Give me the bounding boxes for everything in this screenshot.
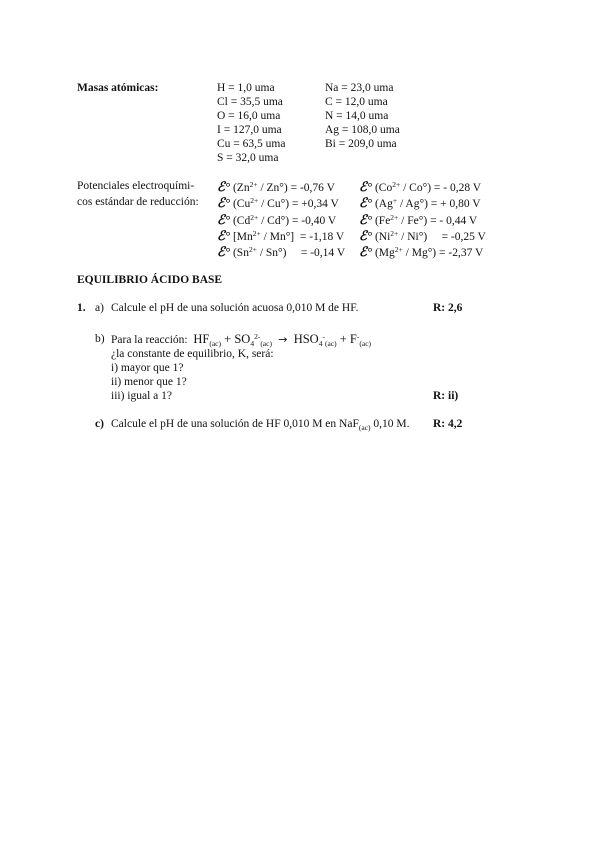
- charge: 2+: [394, 245, 403, 254]
- epsilon-symbol: ℰ°: [217, 179, 231, 194]
- part-b-answer: R: ii): [433, 390, 459, 402]
- ox-species: Ni: [378, 231, 391, 243]
- epsilon-symbol: ℰ°: [359, 228, 373, 243]
- potential-value: = -1,18 V: [299, 231, 345, 243]
- section-title: EQUILIBRIO ÁCIDO BASE: [77, 274, 223, 286]
- red-species: Cd°: [267, 215, 286, 227]
- epsilon-symbol: ℰ°: [217, 228, 231, 243]
- masa-n: N = 14,0 uma: [325, 110, 389, 122]
- potential-mg: ℰ° $(Mg^{2+} / Mg^\circ) = -2,37$ V: [359, 244, 484, 259]
- part-b-question: ¿la constante de equilibrio, K, será:: [111, 348, 274, 360]
- arrow-icon: →: [278, 333, 288, 346]
- potenciales-heading-line1: Potenciales electroquími-: [77, 180, 195, 192]
- red-species: Fe°: [407, 215, 424, 227]
- charge: 2+: [390, 213, 399, 222]
- part-a-label: a): [95, 302, 104, 314]
- so4-species: SO: [234, 332, 251, 346]
- masa-bi: Bi = 209,0 uma: [325, 138, 397, 150]
- epsilon-symbol: ℰ°: [217, 195, 231, 210]
- epsilon-symbol: ℰ°: [359, 244, 373, 259]
- plus-sign: +: [339, 332, 347, 346]
- potential-value: = - 0,28 V: [433, 182, 482, 194]
- red-species: Ni°: [407, 231, 424, 243]
- potential-value: = -0,76 V: [290, 182, 335, 194]
- epsilon-symbol: ℰ°: [359, 179, 373, 194]
- option-ii: ii) menor que 1?: [111, 376, 187, 388]
- ox-species: Zn: [236, 182, 250, 194]
- potential-cu: ℰ° $(Cu^{2+} / Cu^\circ) = +0,34$ V: [217, 195, 339, 210]
- potential-value: = -0,14 V: [300, 247, 346, 259]
- masa-na: Na = 23,0 uma: [325, 82, 394, 94]
- charge: 2+: [249, 180, 258, 189]
- charge: 2+: [250, 196, 259, 205]
- masa-s: S = 32,0 uma: [217, 152, 279, 164]
- state: (ac): [324, 339, 337, 348]
- ox-species: Cd: [236, 215, 251, 227]
- potential-value: = -0,25 V: [441, 231, 486, 243]
- part-c-text-end: 0,10 M.: [370, 418, 410, 430]
- potential-ag: ℰ° (Ag+ / Ag°) = + 0,80 V: [359, 195, 481, 210]
- potential-sn: ℰ° $(Sn^{2+} / Sn^\circ)$ = -0,14 V: [217, 244, 346, 259]
- red-species: Cu°: [267, 198, 286, 210]
- charge: +: [392, 196, 398, 205]
- ox-species: Sn: [236, 247, 249, 259]
- state: (ac): [359, 339, 372, 348]
- potential-cd: ℰ° $(Cd^{2+} / Cd^\circ) = -0,40$ V: [217, 212, 337, 227]
- part-c-label: c): [95, 418, 104, 430]
- charge: -: [322, 332, 325, 341]
- red-species: Sn°: [265, 247, 283, 259]
- ox-species: Ag: [378, 198, 393, 210]
- part-b-label: b): [95, 333, 105, 345]
- ox-species: Co: [378, 182, 393, 194]
- masas-heading: Masas atómicas:: [77, 82, 159, 94]
- charge: 2+: [252, 229, 261, 238]
- f-species: F: [349, 332, 357, 346]
- masa-cu: Cu = 63,5 uma: [217, 138, 286, 150]
- hf-species: HF: [193, 332, 210, 346]
- part-c-answer: R: 4,2: [433, 418, 463, 430]
- potential-value: = + 0,80 V: [430, 198, 481, 210]
- reaction-intro: Para la reacción:: [111, 334, 188, 346]
- state: (ac): [358, 423, 371, 432]
- potential-value: = -0,40 V: [291, 215, 337, 227]
- charge: -: [356, 332, 360, 341]
- charge: 2+: [250, 213, 259, 222]
- option-i: i) mayor que 1?: [111, 362, 184, 374]
- state: (ac): [209, 339, 222, 348]
- masa-ag: Ag = 108,0 uma: [325, 124, 400, 136]
- part-c-text-main: Calcule el pH de una solución de HF 0,010 M en NaF: [111, 418, 359, 430]
- epsilon-symbol: ℰ°: [359, 195, 373, 210]
- potential-fe: ℰ° $(Fe^{2+} / Fe^\circ)$ = - 0,44 V: [359, 212, 478, 227]
- potential-value: = +0,34 V: [291, 198, 339, 210]
- charge: 2+: [390, 229, 399, 238]
- potential-ni: ℰ° $(Ni^{2+} / Ni^\circ)$ = -0,25 V: [359, 228, 486, 243]
- epsilon-symbol: ℰ°: [217, 212, 231, 227]
- part-c-text: [111, 418, 410, 431]
- ox-species: Cu: [236, 198, 251, 210]
- state: (ac): [260, 339, 272, 348]
- masa-h: H = 1,0 uma: [217, 82, 275, 94]
- ox-species: Fe: [378, 215, 391, 227]
- masa-o: O = 16,0 uma: [217, 110, 281, 122]
- charge: 2+: [392, 180, 401, 189]
- masa-cl: Cl = 35,5 uma: [217, 96, 283, 108]
- problem-number: 1.: [77, 302, 86, 314]
- red-species: Mg°: [411, 247, 433, 259]
- epsilon-symbol: ℰ°: [359, 212, 373, 227]
- potenciales-heading-line2: cos estándar de reducción:: [77, 196, 199, 208]
- potential-co: ℰ° $(Co^{2+} / Co^\circ)$ = - 0,28 V: [359, 179, 482, 194]
- epsilon-symbol: ℰ°: [217, 244, 231, 259]
- subscript: 4: [318, 339, 323, 348]
- potential-value: = - 0,44 V: [430, 215, 478, 227]
- red-species: Zn°: [266, 182, 284, 194]
- masa-i: I = 127,0 uma: [217, 124, 282, 136]
- subscript: 4: [250, 339, 255, 348]
- part-b-equation: [111, 333, 371, 347]
- potential-zn: ℰ° $(Zn^{2+} / Zn^\circ) = -0,76$ V: [217, 179, 335, 194]
- option-iii: iii) igual a 1?: [111, 390, 172, 402]
- potential-mn: ℰ° $[Mn^{2+} / Mn^\circ] = -1,18$ V: [217, 228, 345, 243]
- potential-value: = -2,37 V: [439, 247, 484, 259]
- red-species: Co°: [409, 182, 428, 194]
- ox-species: Mn: [236, 231, 253, 243]
- part-a-text: Calcule el pH de una solución acuosa 0,010 M de HF.: [111, 302, 359, 314]
- hso4-species: HSO: [293, 332, 319, 346]
- red-species: Mn°: [269, 231, 291, 243]
- red-species: Ag°: [405, 198, 425, 210]
- part-a-answer: R: 2,6: [433, 302, 463, 314]
- plus-sign: +: [224, 332, 232, 346]
- ox-species: Mg: [378, 247, 395, 259]
- charge: 2+: [248, 245, 257, 254]
- charge: 2-: [254, 332, 261, 341]
- masa-c: C = 12,0 uma: [325, 96, 388, 108]
